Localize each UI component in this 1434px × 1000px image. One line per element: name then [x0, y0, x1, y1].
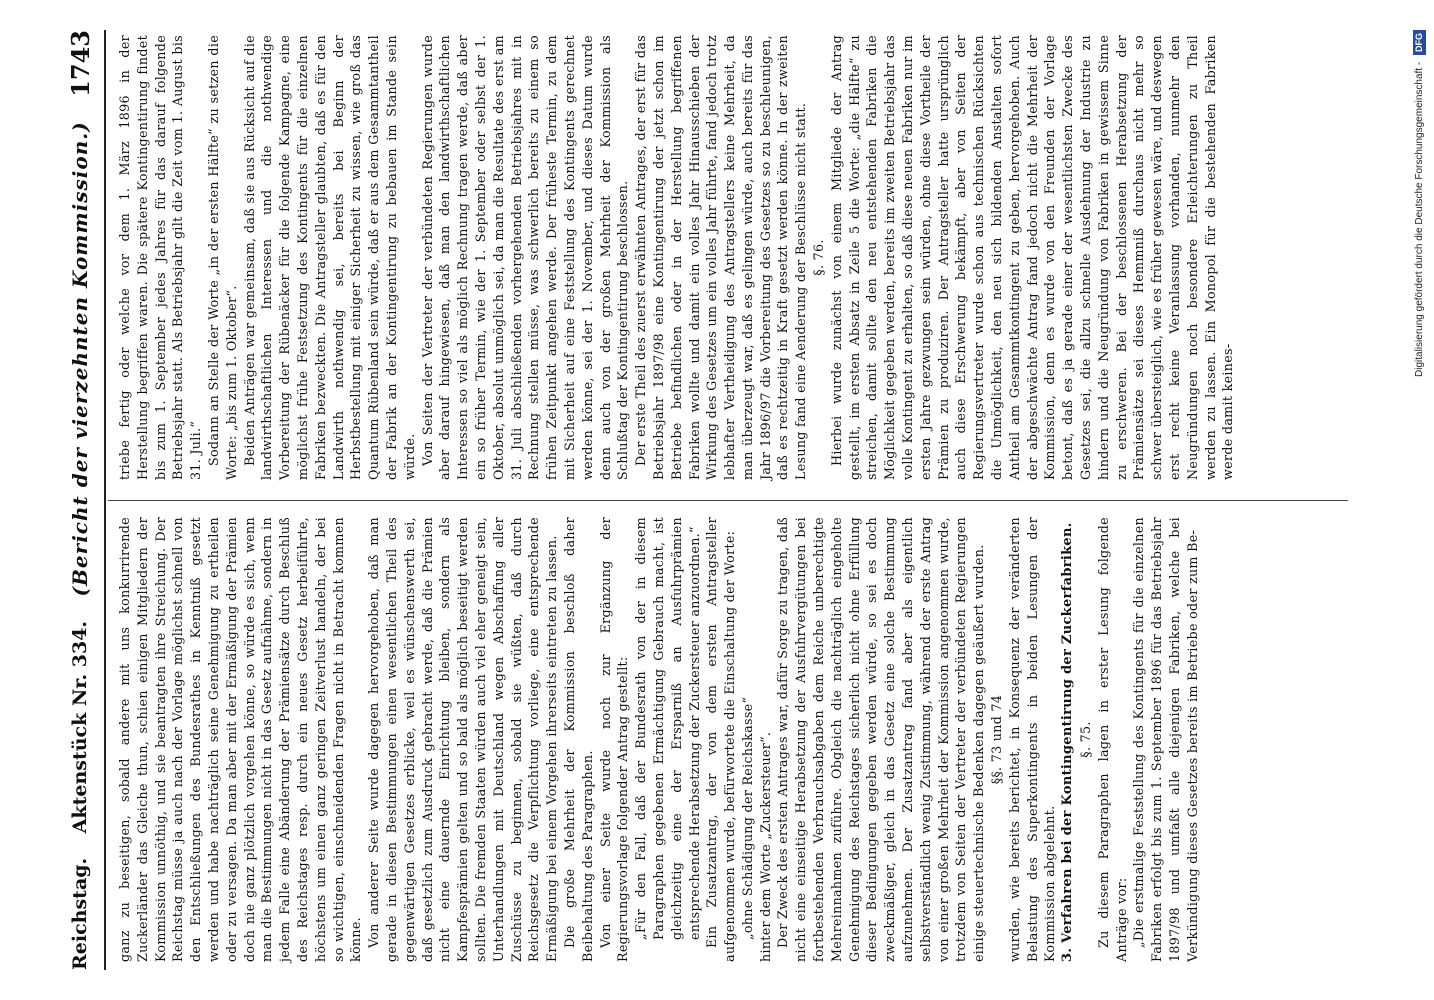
paragraph: Zu diesem Paragraphen lagen in erster Lesung folgende Anträge vor: [1095, 517, 1129, 962]
paragraph: Sodann an Stelle der Worte „in der ersten Hälfte“ zu setzen die Worte: „bis zum 1. Oktober“. [205, 35, 239, 480]
right-column [116, 35, 1237, 480]
dfg-logo: DFG [1413, 30, 1426, 55]
paragraph: Die große Mehrheit der Kommission beschloß daher Beibehaltung des Paragraphen. [561, 517, 595, 962]
paragraph: hinter dem Worte „Zuckersteuer“. [757, 731, 773, 962]
paragraph: „Für den Fall, daß der Bundesrath von der in diesem Paragraphen gegebenen Ermächtigung Gebrauch macht, ist gleichzeitig eine der Ersparniß an Ausfuhrprämien entsprechende Herabsetzung der Zuckersteuer anzuordnen.“ [633, 517, 702, 940]
paragraph: triebe fertig oder welche vor dem 1. März 1896 in der Herstellung begriffen waren. Die spätere Kontingentirung findet bis zum 1. September jedes Jahres für das darauf folgende Betriebsjahr statt. Als Betriebsjahr gilt die Zeit vom 1. August bis 31. Juli.“ [117, 35, 204, 480]
paragraph: Ein Zusatzantrag, der von dem ersten Antragsteller aufgenommen wurde, befürwortete die Einschaltung der Worte: [704, 517, 738, 962]
paragraph: Beiden Anträgen war gemeinsam, daß sie aus Rücksicht auf die landwirthschaftlichen Interessen und die nothwendige Vorbereitung der Rübenäcker für die folgende Kampagne, eine möglichst frühe Festsetzung des Kontingents für die einzelnen Fabriken bezweckten. Die Antragsteller glaubten, daß es für den Landwirth nothwendig sei, bereits bei Beginn der Herbstbestellung mit einiger Sicherheit zu wissen, wie groß das Quantum Rübenland sein würde, daß er aus dem Gesammtantheil der Fabrik an der Kontingentirung zu bebauen im Stande sein würde. [241, 35, 417, 480]
credit-text: Digitalisierung gefördert durch die Deutsche Forschungsgemeinschaft - [1414, 61, 1425, 377]
header-middle: Aktenstück Nr. 334. [69, 620, 91, 834]
section-marker: §. 75. [1078, 721, 1094, 758]
section-marker: §§. 73 und 74 [989, 694, 1005, 785]
header-rule [104, 30, 106, 970]
paragraph: wurden, wie bereits berichtet, in Konsequenz der veränderten Belastung des Superkontingents in beiden Lesungen der Kommission abgelehnt. [1006, 517, 1058, 962]
paragraph: Von anderer Seite wurde dagegen hervorgehoben, daß man gerade in diesen Bestimmungen einen wesentlichen Theil des gegenwärtigen Gesetzes erblicke, weil es wünschenswerth sei, daß gesetzlich zum Ausdruck gebracht werde, daß die Prämien nicht eine dauernde Einrichtung bleiben, sondern als Kampfesprämien gelten und so bald als möglich beseitigt werden sollten. Die fremden Staaten würden auch viel eher geneigt sein, Unterhandlungen mit Deutschland wegen Abschaffung aller Zuschüsse zu beginnen, sobald sie wüßten, daß durch Reichsgesetz die Verpflichtung vorliege, eine entsprechende Ermäßigung bei einem Vorgehen ihrerseits eintreten zu lassen. [366, 517, 560, 962]
paragraph: Der Zweck des ersten Antrages war, dafür Sorge zu tragen, daß nicht eine einseitige Herabsetzung der Ausfuhrvergütungen bei fortbestehenden Verbrauchsabgaben dem Reiche unberechtigte Mehreinnahmen zuführe. Obgleich die nachträglich eingeholte Genehmigung des Reichstages sicherlich nicht ohne Erfüllung dieser Bedingungen gegeben werden würde, so sei es doch zweckmäßiger, gleich in das Gesetz eine solche Bestimmung aufzunehmen. Der Zusatzantrag fand aber als eigentlich selbstverständlich wenig Zustimmung, während der erste Antrag von einer großen Mehrheit der Kommission angenommen wurde, trotzdem von Seiten der Vertreter der verbündeten Regierungen einige steuertechnische Bedenken dagegen geäußert wurden. [775, 517, 987, 962]
paragraph: Von Seiten der Vertreter der verbündeten Regierungen wurde aber darauf hingewiesen, daß man den landwirthschaftlichen Interessen so viel als möglich Rechnung tragen werde, daß aber ein so früher Termin, wie der 1. September oder selbst der 1. Oktober, absolut unmöglich sei, da man die Resultate des erst am 31. Juli abschließenden vorhergehenden Betriebsjahres mit in Rechnung stellen müsse, was schwerlich bereits zu einem so frühen Zeitpunkt angehen werde. Der früheste Termin, zu dem mit Sicherheit auf eine Feststellung des Kontingents gerechnet werden könne, sei der 1. November, und dieses Datum wurde denn auch von der großen Mehrheit der Kommission als Schlußtag der Kontingentirung beschlossen. [419, 35, 631, 480]
paragraph: Von einer Seite wurde noch zur Ergänzung der Regierungsvorlage folgender Antrag gestellt: [597, 517, 631, 962]
header-left: Reichstag. [69, 857, 91, 970]
paragraph: Hierbei wurde zunächst von einem Mitgliede der Antrag gestellt, im ersten Absatz in Zeile 5 die Worte: „die Hälfte“ zu streichen, damit sollte den neu entstehenden Fabriken die Möglichkeit gegeben werden, bereits im zweiten Betriebsjahr das volle Kontingent zu erhalten, so daß diese neuen Fabriken nur im ersten Jahre gezwungen sein würden, ohne diese Vortheile der Prämien zu produziren. Der Antragsteller hatte ursprünglich auch diese Erschwerung bekämpft, aber von Seiten der Regierungsvertreter wurde schon aus technischen Rücksichten die Unmöglichkeit, den neu sich bildenden Anstalten sofort Antheil am Gesammtkontingent zu geben, hervorgehoben. Auch der abgeschwächte Antrag fand jedoch nicht die Mehrheit der Kommission, denn es wurde von den Freunden der Vorlage betont, daß es ja gerade einer der wesentlichsten Zwecke des Gesetzes sei, die allzu schnelle Ausdehnung der Industrie zu hindern und die Neugründung von Fabriken in gewissem Sinne zu erschweren. Bei der beschlossenen Herabsetzung der Prämiensätze sei dieses Hemmniß durchaus nicht mehr so schwer übersteiglich, wie es früher gewesen wäre, und deswegen erst recht keine Veranlassung vorhanden, nunmehr den Neugründungen noch besondere Erleichterungen zu Theil werden zu lassen. Ein Monopol für die bestehenden Fabriken werde damit keines- [828, 35, 1236, 480]
paragraph: „Die erstmalige Feststellung des Kontingents für die einzelnen Fabriken erfolgt bis zum 1. September 1896 für das Betriebsjahr 1897/98 und umfaßt alle diejenigen Fabriken, welche bei Verkündigung dieses Gesetzes bereits im Betriebe oder zum Be- [1131, 517, 1200, 962]
column-divider [108, 500, 1348, 501]
paragraph: ganz zu beseitigen, sobald andere mit uns konkurrirende Zuckerländer das Gleiche thun, schien einigen Mitgliedern der Kommission unnöthig, und sie beantragten ihre Streichung. Der Reichstag müsse ja auch nach der Vorlage möglichst schnell von den Entschließungen des Bundesrathes in Kenntniß gesetzt werden und habe nachträglich seine Genehmigung zu ertheilen oder zu versagen. Da man aber mit der Ermäßigung der Prämien doch nie ganz plötzlich vorgehen könne, so würde es sich, wenn man die Bestimmungen nicht in das Gesetz aufnähme, sondern in jedem Falle eine Abänderung der Prämiensätze durch Beschluß des Reichstages resp. durch ein neues Gesetz herbeiführte, höchstens um einen ganz geringen Zeitverlust handeln, der bei so wichtigen, einschneidenden Fragen nicht in Betracht kommen könne. [117, 517, 364, 962]
paragraph: „ohne Schädigung der Reichskasse“ [739, 696, 755, 940]
page-number: 1743 [65, 30, 95, 97]
paragraph: Der erste Theil des zuerst erwähnten Antrages, der erst für das Betriebsjahr 1897/98 eine Kontingentirung der jetzt schon im Betriebe befindlichen oder in der Herstellung begriffenen Fabriken wollte und damit ein volles Jahr Hinausschieben der Wirkung des Gesetzes um ein volles Jahr führte, fand jedoch trotz lebhafter Vertheidigung des Antragstellers keine Mehrheit, da man überzeugt war, daß es gelingen würde, auch bereits für das Jahr 1896/97 die Vorbereitung des Gesetzes so zu beschleunigen, daß es rechtzeitig in Kraft gesetzt werden könne. In der zweiten Lesung fand eine Aenderung der Beschlüsse nicht statt. [633, 35, 809, 480]
section-heading: 3. Verfahren bei der Kontingentirung der Zuckerfabriken. [1060, 522, 1076, 962]
digitization-credit [1410, 30, 1430, 970]
page-header [60, 30, 100, 970]
left-column [116, 517, 1202, 962]
header-title: (Bericht der vierzehnten Kommission.) [68, 121, 92, 597]
section-marker: §. 76. [811, 239, 827, 276]
